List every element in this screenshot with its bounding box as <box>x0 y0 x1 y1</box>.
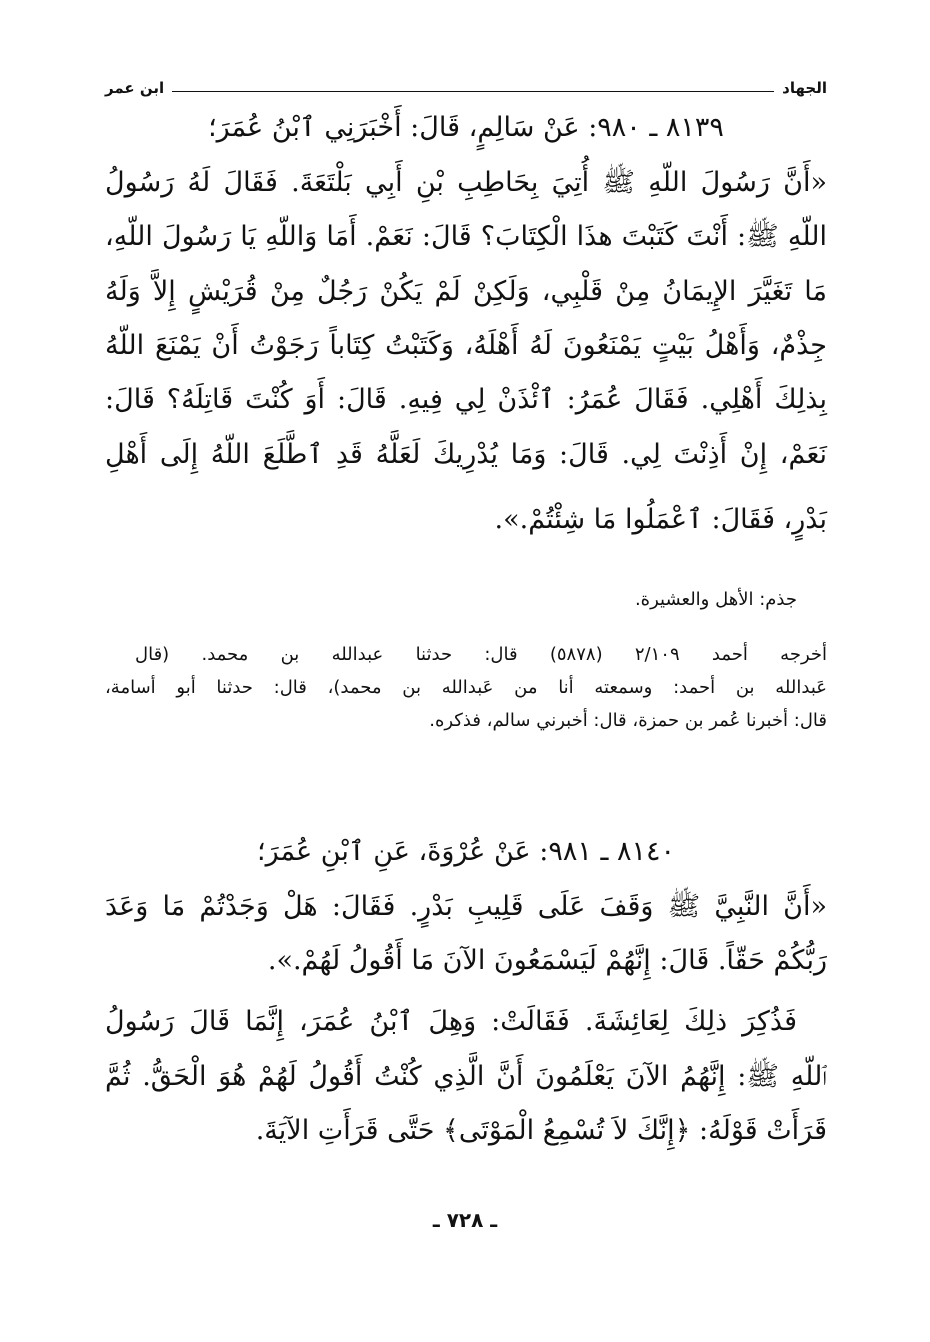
gloss-note: جذم: الأهل والعشيرة. <box>634 589 797 610</box>
hadith-line: «أَنَّ النَّبِيَّ ﷺ وَقَفَ عَلَى قَلِيبِ بَدْرٍ. فَقَالَ: هَلْ وَجَدْتُمْ مَا وَعَدَ <box>105 891 827 922</box>
hadith-line: «أَنَّ رَسُولَ اللّهِ ﷺ أُتِيَ بِحَاطِبِ بْنِ أَبِي بَلْتَعَةَ. فَقَالَ لَهُ رَسُولُ <box>105 167 827 198</box>
hadith-line: اللّهِ ﷺ: أَنْتَ كَتَبْتَ هذَا الْكِتَابَ؟ قَالَ: نَعَمْ. أَمَا وَاللّهِ يَا رَسُولَ اللّهِ، <box>105 221 827 252</box>
hadith-line: بِذلِكَ أَهْلِي. فَقَالَ عُمَرُ: ٱئْذَنْ لِي فِيهِ. قَالَ: أَوَ كُنْتَ قَاتِلَهُ؟ قَالَ: <box>105 384 827 415</box>
hadith-heading: ٨١٣٩ ـ ٩٨٠: عَنْ سَالِمٍ، قَالَ: أَخْبَرَنِي ٱبْنُ عُمَرَ؛ <box>208 112 724 143</box>
hadith-line: فَذُكِرَ ذلِكَ لِعَائِشَةَ. فَقَالَتْ: وَهِلَ ٱبْنُ عُمَرَ، إِنَّمَا قَالَ رَسُولُ <box>105 1006 797 1037</box>
hadith-line: جِذْمٌ، وَأَهْلُ بَيْتٍ يَمْنَعُونَ لَهُ أَهْلَهُ، وَكَتَبْتُ كِتَاباً رَجَوْتُ أَنْ يَمْنَعَ اللّهُ <box>105 330 827 361</box>
hadith-line: مَا تَغَيَّرَ الإِيمَانُ مِنْ قَلْبِي، وَلَكِنْ لَمْ يَكُنْ رَجُلٌ مِنْ قُرَيْشٍ إِلاَّ وَلَهُ <box>105 276 827 307</box>
hadith-line: ٱللّهِ ﷺ: إِنَّهُمُ الآنَ يَعْلَمُونَ أَنَّ الَّذِي كُنْتُ أَقُولُ لَهُمْ هُوَ الْحَقُّ. ثُمَّ <box>105 1061 827 1092</box>
chapter-title: الجهاد <box>782 79 827 97</box>
hadith-line: بَدْرٍ، فَقَالَ: ٱعْمَلُوا مَا شِئْتُمْ.». <box>494 504 827 535</box>
hadith-line: نَعَمْ، إِنْ أَذِنْتَ لِي. قَالَ: وَمَا يُدْرِيكَ لَعَلَّهُ قَدِ ٱطَّلَعَ اللّهُ إِلَى أَهْلِ <box>105 439 827 470</box>
section-title: ابن عمر <box>105 79 165 97</box>
page-number: ـ ٧٢٨ ـ <box>432 1208 498 1232</box>
takhrij-line: قال: أخبرنا عُمر بن حمزة، قال: أخبرني سالم، فذكره. <box>429 710 827 731</box>
header-rule <box>172 91 774 92</box>
hadith-heading: ٨١٤٠ ـ ٩٨١: عَنْ عُرْوَةَ، عَنِ ٱبْنِ عُمَرَ؛ <box>257 836 675 867</box>
takhrij-line: عَبدالله بن أحمد: وسمعته أنا من عَبدالله بن محمد)، قال: حدثنا أبو أسامة، <box>105 677 827 698</box>
running-header <box>105 76 827 100</box>
hadith-line: قَرَأَتْ قَوْلَهُ: ﴿إِنَّكَ لاَ تُسْمِعُ الْمَوْتَى﴾ حَتَّى قَرَأَتِ الآيَةَ. <box>255 1115 827 1146</box>
takhrij-line: أخرجه أحمد ٢/١٠٩ (٥٨٧٨) قال: حدثنا عبدالله بن محمد. (قال <box>135 644 828 665</box>
hadith-line: رَبُّكُمْ حَقّاً. قَالَ: إِنَّهُمْ لَيَسْمَعُونَ الآنَ مَا أَقُولُ لَهُمْ.». <box>267 945 827 976</box>
